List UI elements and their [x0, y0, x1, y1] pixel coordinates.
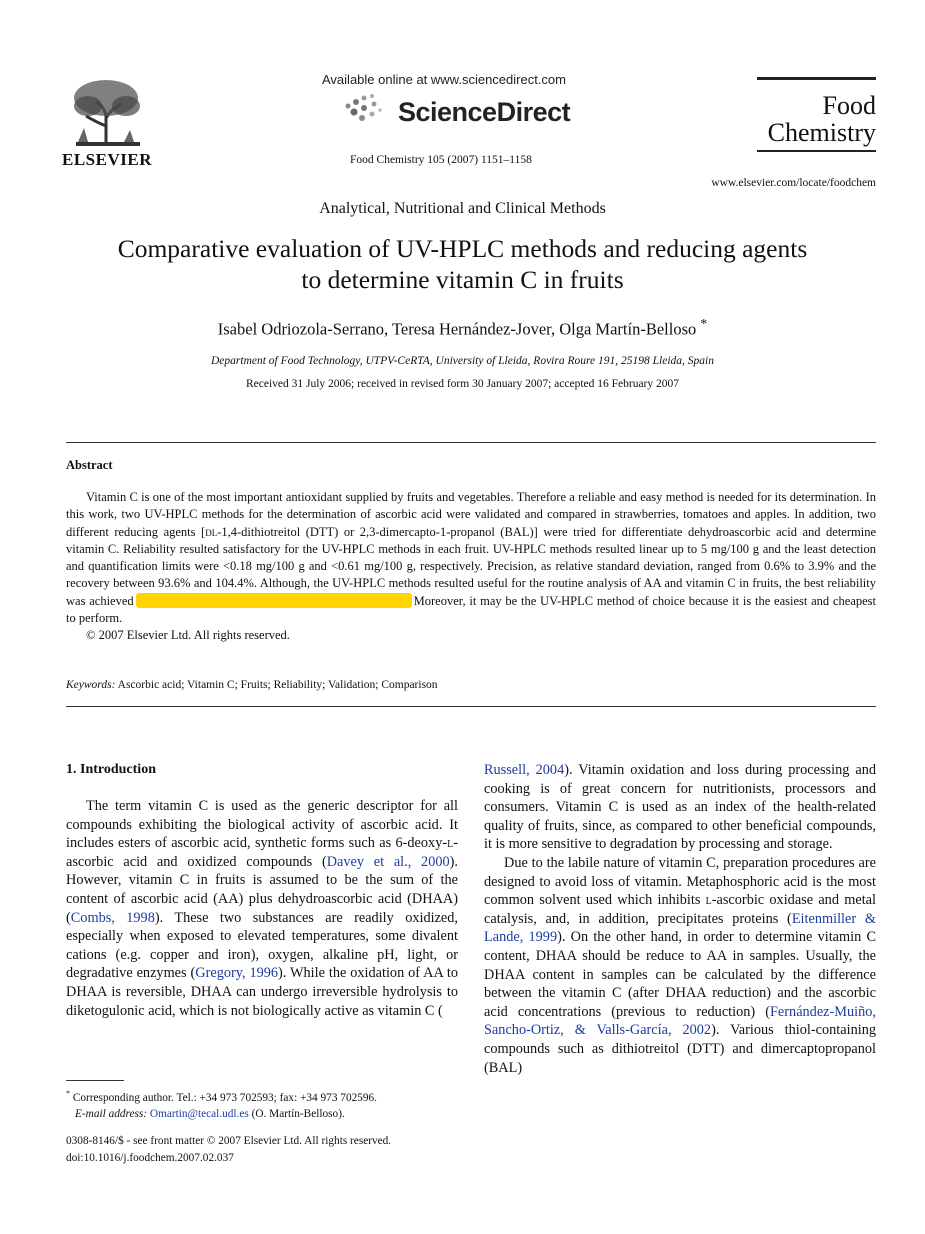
- keywords-label: Keywords:: [66, 679, 116, 691]
- sciencedirect-dots-icon: [342, 92, 382, 126]
- issn-line: 0308-8146/$ - see front matter © 2007 Elsevier Ltd. All rights reserved.: [66, 1135, 392, 1147]
- right-column: [484, 761, 876, 1077]
- abstract-heading: Abstract: [66, 458, 113, 472]
- ref-davey-2000[interactable]: Davey et al., 2000: [326, 853, 450, 870]
- affiliation: Department of Food Technology, UTPV-CeRTA, University of Lleida, Rovira Roure 191, 25198 Lleida, Spain: [211, 355, 714, 367]
- ref-gregory-1996[interactable]: Gregory, 1996: [195, 965, 279, 982]
- ref-russell-2004[interactable]: Russell, 2004: [484, 762, 565, 778]
- front-matter: [66, 1133, 391, 1167]
- sciencedirect-logo-text: ScienceDirect: [398, 97, 571, 127]
- intro-paragraph-1-cont: Russell, 2004). Vitamin oxidation and loss during processing and cooking is of great concern for nutritionists, processors and consumers. Vitamin C is used as an index of the health-related quality of fruits, since, as compared to other beneficial compounds, it is more sensitive to degradation by processing and storage.: [484, 762, 876, 853]
- article-title: [60, 233, 865, 295]
- doi-line[interactable]: doi:10.1016/j.foodchem.2007.02.037: [66, 1152, 234, 1164]
- author-list: [0, 316, 925, 340]
- journal-url[interactable]: www.elsevier.com/locate/foodchem: [711, 177, 876, 189]
- highlight-redaction: [136, 593, 412, 608]
- publisher-name: ELSEVIER: [62, 150, 152, 169]
- corresponding-author-mark[interactable]: *: [700, 316, 708, 331]
- received-dates: Received 31 July 2006; received in revised form 30 January 2007; accepted 16 February 2007: [245, 378, 680, 390]
- abstract-body: [66, 489, 876, 645]
- keywords: [66, 679, 438, 691]
- abstract-paragraph: Vitamin C is one of the most important antioxidant supplied by fruits and vegetables. Therefore a reliable and easy method is needed for its determination. In this work, two UV-HPLC methods for the determination of ascorbic acid were validated and compared in strawberries, tomatoes and apples. In addition, two different reducing agents [dl-1,4-dithiotreitol (DTT) or 2,3-dimercapto-1-propanol (BAL)] were tried for differentiate dehydroascorbic acid and determine vitamin C. Reliability resulted satisfactory for the UV-HPLC methods in each fruit. UV-HPLC methods resulted linear up to 5 mg/100 g and the least detection and quantification limits were <0.18 mg/100 g and <0.61 mg/100 g, respectively. Precision, as relative standard deviation, ranged from 0.6% to 3.9% and the recovery between 93.6% and 104.4%. Although, the UV-HPLC methods resulted useful for the routine analysis of AA and vitamin C in fruits, the best reliability was achieved Moreover, it may be the UV-HPLC method of choice because it is the easiest and cheapest to perform.: [66, 490, 877, 626]
- intro-paragraph-2: Due to the labile nature of vitamin C, preparation procedures are designed to avoid loss of vitamin. Metaphosphoric acid is the most common solvent used which inhibits l-ascorbic oxidase and metal catalysis, and, in addition, precipitates proteins (Eitenmiller & Lande, 1999). On the other hand, in order to determine vitamin C content, DHAA should be reduce to AA in samples. Usually, the DHAA content in samples can be calculated by the difference between the vitamin C (after DHAA reduction) and the ascorbic acid concentrations (previous to reduction) (Fernández-Muiño, Sancho-Ortiz, & Valls-García, 2002). Various thiol-containing compounds such as dithiotreitol (DTT) and dimercaptopropanol (BAL): [484, 854, 877, 1076]
- intro-continuation: ). While the oxidation of AA to DHAA is reversible, DHAA can undergo irreversible hydrolysis to diketogulonic acid, which is not biologically active as vitamin C (: [66, 965, 459, 1019]
- intro-paragraph-1: The term vitamin C is used as the generic descriptor for all compounds exhibiting the biological activity of ascorbic acid. It includes esters of ascorbic acid, synthetic forms such as 6-deoxy-l-ascorbic acid and oxidized compounds (Davey et al., 2000). However, vitamin C in fruits is assumed to be the sum of the content of ascorbic acid (AA) plus dehydroascorbic acid (DHAA) (Combs, 1998). These two substances are readily oxidized, especially when exposed to elevated temperatures, some divalent cations (e.g. copper and iron), oxygen, alkaline pH, light, or degradative enzymes (Gregory, 1996). While the oxidation of AA to DHAA is reversible, DHAA can undergo irreversible hydrolysis to diketogulonic acid, which is not biologically active as vitamin C (: [66, 798, 459, 1019]
- footnote-contact: * Corresponding author. Tel.: +34 973 702593; fax: +34 973 702596.: [66, 1089, 378, 1104]
- authors-text: Isabel Odriozola-Serrano, Teresa Hernández-Jover, Olga Martín-Belloso: [217, 319, 697, 339]
- article-section: Analytical, Nutritional and Clinical Methods: [319, 200, 606, 217]
- ref-combs-1998[interactable]: Combs, 1998: [70, 909, 155, 926]
- divider-top: [66, 442, 876, 443]
- article-title-line2: to determine vitamin C in fruits: [301, 265, 624, 294]
- footnote-email-line: E-mail address: Omartin@tecal.udl.es (O. Martín-Belloso).: [75, 1107, 345, 1120]
- journal-rule-top: [757, 77, 876, 80]
- section-heading-introduction: 1. Introduction: [66, 762, 156, 777]
- corresponding-footnote: [66, 1086, 458, 1122]
- author-email-link[interactable]: Omartin@tecal.udl.es: [149, 1107, 249, 1120]
- journal-rule-bottom: [757, 150, 876, 152]
- left-column: [66, 797, 458, 1020]
- available-online-text[interactable]: Available online at www.sciencedirect.com: [322, 72, 566, 87]
- divider-bottom: [66, 706, 876, 707]
- journal-title-line2: Chemistry: [767, 118, 876, 147]
- footnote-rule: [66, 1080, 124, 1081]
- journal-title: [752, 92, 876, 146]
- ref-eitenmiller-1999[interactable]: Eitenmiller & Lande, 1999: [484, 910, 877, 946]
- ref-fernandez-2002[interactable]: Fernández-Muiño, Sancho-Ortiz, & Valls-García, 2002: [484, 1003, 876, 1039]
- journal-title-line1: Food: [822, 91, 876, 120]
- abstract-copyright: © 2007 Elsevier Ltd. All rights reserved.: [86, 628, 290, 643]
- article-title-line1: Comparative evaluation of UV-HPLC methods and reducing agents: [117, 234, 808, 263]
- keywords-list: Ascorbic acid; Vitamin C; Fruits; Reliability; Validation; Comparison: [117, 679, 438, 691]
- journal-citation: Food Chemistry 105 (2007) 1151–1158: [350, 154, 532, 166]
